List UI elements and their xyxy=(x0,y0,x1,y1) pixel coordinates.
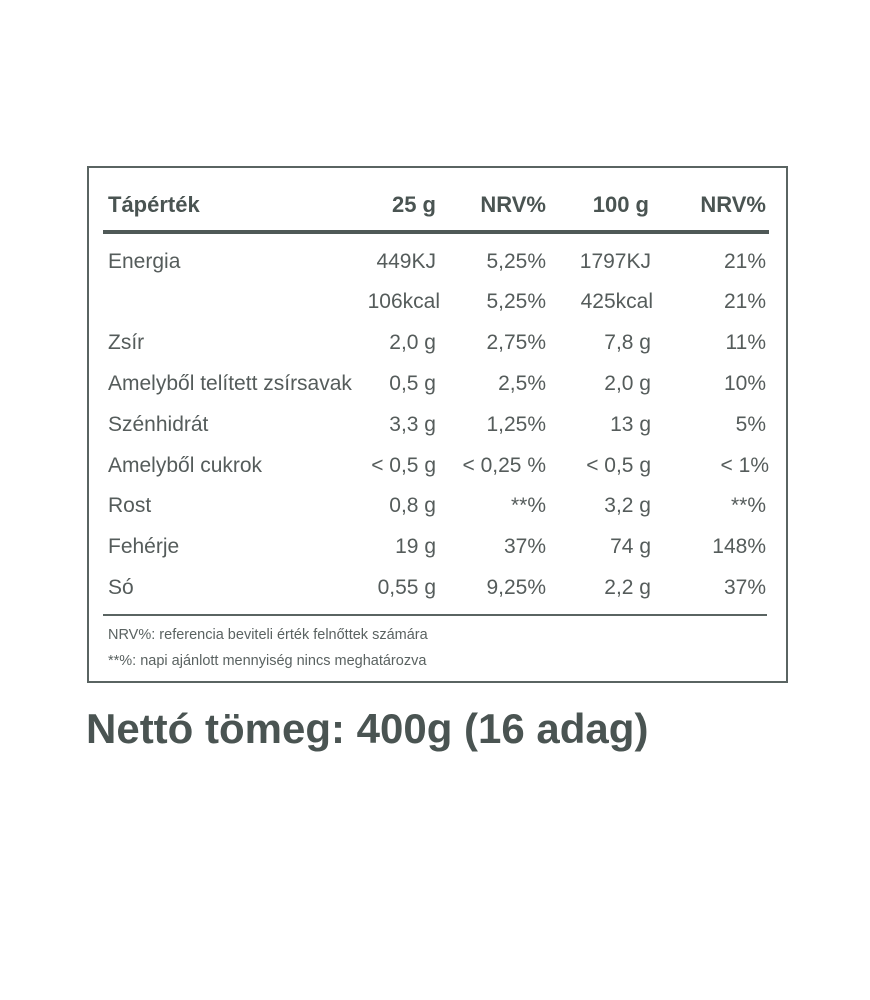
nrv-100g: 21% xyxy=(723,250,766,273)
table-row xyxy=(89,369,786,399)
nutrient-name: Fehérje xyxy=(108,535,180,558)
nrv-100g: 11% xyxy=(725,331,766,354)
table-row xyxy=(89,532,786,562)
nrv-100g: 37% xyxy=(723,576,766,599)
table-row xyxy=(89,410,786,440)
table-row xyxy=(89,328,786,358)
table-row xyxy=(89,491,786,521)
value-100g: 1797KJ xyxy=(579,250,651,273)
nrv-25g: 37% xyxy=(503,535,546,558)
nrv-100g: 10% xyxy=(723,372,766,395)
nrv-25g: < 0,25 % xyxy=(462,454,546,477)
value-25g: 106kcal xyxy=(367,290,440,313)
value-25g: 2,0 g xyxy=(389,331,436,354)
value-100g: < 0,5 g xyxy=(586,454,651,477)
nrv-25g: **% xyxy=(510,494,546,517)
nrv-25g: 2,5% xyxy=(498,372,546,395)
table-row xyxy=(89,573,786,603)
value-100g: 7,8 g xyxy=(604,331,651,354)
value-25g: < 0,5 g xyxy=(371,454,436,477)
value-25g: 0,5 g xyxy=(389,372,436,395)
nutrient-name: Rost xyxy=(108,494,152,517)
nrv-100g: 21% xyxy=(723,290,766,313)
table-row xyxy=(89,451,786,481)
header-per-100g: 100 g xyxy=(592,192,649,217)
nutrient-name: Zsír xyxy=(108,331,145,354)
footer-divider xyxy=(103,614,767,616)
nutrient-name: Amelyből telített zsírsavak xyxy=(108,372,352,395)
nrv-25g: 2,75% xyxy=(486,331,546,354)
nrv-100g: **% xyxy=(730,494,766,517)
header-nutrient: Tápérték xyxy=(108,192,200,217)
nrv-25g: 9,25% xyxy=(486,576,546,599)
value-100g: 3,2 g xyxy=(604,494,651,517)
header-per-25g: 25 g xyxy=(391,192,436,217)
value-25g: 0,8 g xyxy=(389,494,436,517)
header-divider xyxy=(103,230,769,234)
nutrition-table xyxy=(87,166,788,683)
table-row xyxy=(89,287,786,317)
nrv-100g: < 1% xyxy=(720,454,769,477)
value-25g: 0,55 g xyxy=(377,576,436,599)
nrv-25g: 5,25% xyxy=(486,250,546,273)
value-100g: 425kcal xyxy=(580,290,653,313)
nutrient-name: Szénhidrát xyxy=(108,413,209,436)
nrv-100g: 148% xyxy=(712,535,766,558)
value-100g: 2,0 g xyxy=(604,372,651,395)
footnote-not-defined: **%: napi ajánlott mennyiség nincs meghatározva xyxy=(108,653,427,669)
header-nrv-25g: NRV% xyxy=(480,192,546,217)
nutrient-name: Só xyxy=(108,576,134,599)
table-row xyxy=(89,247,786,277)
value-25g: 3,3 g xyxy=(389,413,436,436)
footnote-nrv: NRV%: referencia beviteli érték felnőttek számára xyxy=(108,627,428,643)
value-100g: 13 g xyxy=(610,413,651,436)
value-25g: 19 g xyxy=(395,535,436,558)
nrv-100g: 5% xyxy=(735,413,766,436)
nutrient-name: Amelyből cukrok xyxy=(108,454,263,477)
net-weight: Nettó tömeg: 400g (16 adag) xyxy=(86,705,649,752)
value-25g: 449KJ xyxy=(376,250,436,273)
nutrient-name: Energia xyxy=(108,250,181,273)
nrv-25g: 5,25% xyxy=(486,290,546,313)
value-100g: 2,2 g xyxy=(604,576,651,599)
value-100g: 74 g xyxy=(610,535,651,558)
header-nrv-100g: NRV% xyxy=(700,192,766,217)
nrv-25g: 1,25% xyxy=(486,413,546,436)
